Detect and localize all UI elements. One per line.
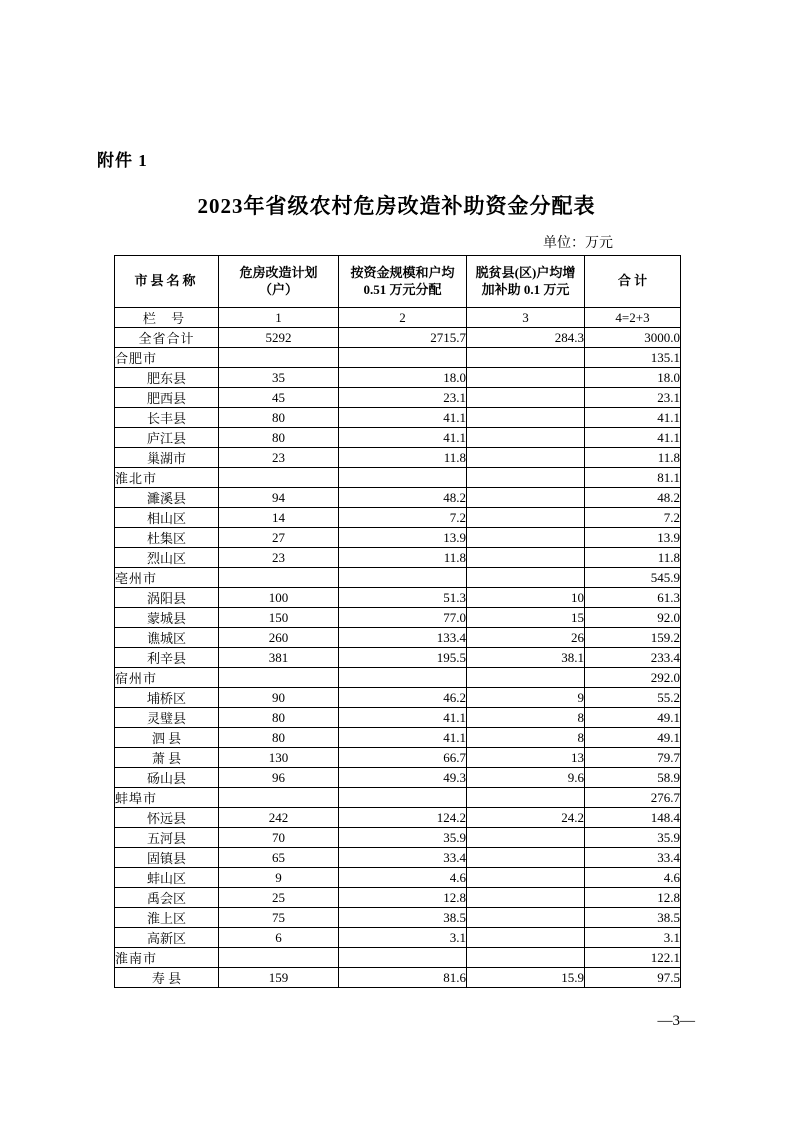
- row-plan: 35: [219, 368, 339, 388]
- table-row: [115, 388, 681, 408]
- row-county-name: 怀远县: [115, 808, 219, 828]
- row-county-name: 蒙城县: [115, 608, 219, 628]
- row-poor: 38.1: [467, 648, 585, 668]
- table-row: [115, 888, 681, 908]
- table-row: [115, 948, 681, 968]
- row-county-name: 肥西县: [115, 388, 219, 408]
- row-scale: 18.0: [339, 368, 467, 388]
- row-total: 233.4: [585, 648, 681, 668]
- row-scale: 4.6: [339, 868, 467, 888]
- row-poor: 26: [467, 628, 585, 648]
- row-county-name: 泗 县: [115, 728, 219, 748]
- table-row: [115, 668, 681, 688]
- row-poor: 9: [467, 688, 585, 708]
- row-poor: [467, 868, 585, 888]
- column-header-poor-line1: 脱贫县(区)户均增: [475, 265, 576, 281]
- row-total: 18.0: [585, 368, 681, 388]
- table-row: [115, 728, 681, 748]
- row-scale: 11.8: [339, 548, 467, 568]
- row-county-name: 寿 县: [115, 968, 219, 988]
- row-plan: 75: [219, 908, 339, 928]
- table-row: [115, 908, 681, 928]
- row-poor: [467, 528, 585, 548]
- row-scale: 77.0: [339, 608, 467, 628]
- row-scale: 12.8: [339, 888, 467, 908]
- row-scale: 13.9: [339, 528, 467, 548]
- row-plan: 130: [219, 748, 339, 768]
- row-plan: 80: [219, 728, 339, 748]
- row-total: 3.1: [585, 928, 681, 948]
- row-county-name: 蚌山区: [115, 868, 219, 888]
- row-county-name: 濉溪县: [115, 488, 219, 508]
- row-poor: [467, 848, 585, 868]
- table-row: [115, 588, 681, 608]
- row-total: 61.3: [585, 588, 681, 608]
- row-county-name: 肥东县: [115, 368, 219, 388]
- row-county-name: 利辛县: [115, 648, 219, 668]
- row-plan: 260: [219, 628, 339, 648]
- row-plan: [219, 348, 339, 368]
- row-county-name: 烈山区: [115, 548, 219, 568]
- row-county-name: 庐江县: [115, 428, 219, 448]
- row-scale: [339, 348, 467, 368]
- row-county-name: 灵璧县: [115, 708, 219, 728]
- table-row: [115, 548, 681, 568]
- row-county-name: 萧 县: [115, 748, 219, 768]
- column-header-scale-line1: 按资金规模和户均: [350, 265, 455, 281]
- column-header-name: [115, 256, 219, 308]
- row-total: 13.9: [585, 528, 681, 548]
- row-poor: 15: [467, 608, 585, 628]
- row-poor: [467, 408, 585, 428]
- row-poor: [467, 428, 585, 448]
- table-row: [115, 788, 681, 808]
- row-total: 292.0: [585, 668, 681, 688]
- row-plan: 23: [219, 448, 339, 468]
- row-plan: 27: [219, 528, 339, 548]
- row-scale: 41.1: [339, 428, 467, 448]
- table-body: [115, 308, 681, 988]
- row-poor: [467, 888, 585, 908]
- row-total: 148.4: [585, 808, 681, 828]
- table-row: [115, 408, 681, 428]
- row-total: 49.1: [585, 708, 681, 728]
- row-total: 12.8: [585, 888, 681, 908]
- row-scale: [339, 948, 467, 968]
- row-total: 7.2: [585, 508, 681, 528]
- row-scale: 41.1: [339, 728, 467, 748]
- row-poor: [467, 448, 585, 468]
- table-row: [115, 428, 681, 448]
- row-plan: 381: [219, 648, 339, 668]
- row-total: 33.4: [585, 848, 681, 868]
- row-poor: [467, 788, 585, 808]
- page-number: —3—: [657, 1013, 695, 1029]
- table-row: [115, 628, 681, 648]
- row-county-name: 杜集区: [115, 528, 219, 548]
- table-row: [115, 848, 681, 868]
- row-plan: 94: [219, 488, 339, 508]
- column-header-plan: [219, 256, 339, 308]
- row-city-name: 宿州市: [115, 668, 219, 688]
- row-city-name: 亳州市: [115, 568, 219, 588]
- row-total: 545.9: [585, 568, 681, 588]
- row-total: 92.0: [585, 608, 681, 628]
- row-plan: [219, 788, 339, 808]
- row-poor: 9.6: [467, 768, 585, 788]
- table-row: [115, 568, 681, 588]
- table-row: [115, 808, 681, 828]
- row-poor: [467, 488, 585, 508]
- row-poor: [467, 468, 585, 488]
- row-scale: 38.5: [339, 908, 467, 928]
- row-county-name: 埔桥区: [115, 688, 219, 708]
- row-total: 55.2: [585, 688, 681, 708]
- row-poor: [467, 928, 585, 948]
- column-header-poor-line2: 加补助 0.1 万元: [481, 281, 570, 297]
- row-total: 135.1: [585, 348, 681, 368]
- row-city-name: 淮南市: [115, 948, 219, 968]
- row-poor: [467, 348, 585, 368]
- row-poor: [467, 568, 585, 588]
- row-city-name: 合肥市: [115, 348, 219, 368]
- row-scale: 133.4: [339, 628, 467, 648]
- row-plan: [219, 948, 339, 968]
- row-plan: 6: [219, 928, 339, 948]
- row-poor: [467, 388, 585, 408]
- row-poor: 13: [467, 748, 585, 768]
- unit-note: 单位：万元: [543, 236, 613, 251]
- code-row-label: [115, 308, 219, 328]
- row-scale: 66.7: [339, 748, 467, 768]
- row-scale: 81.6: [339, 968, 467, 988]
- row-plan: [219, 468, 339, 488]
- row-poor: [467, 668, 585, 688]
- row-total-name: 全省合计: [115, 328, 219, 348]
- table-row: [115, 608, 681, 628]
- row-scale: 3.1: [339, 928, 467, 948]
- row-scale: 35.9: [339, 828, 467, 848]
- row-plan: 150: [219, 608, 339, 628]
- row-total: 49.1: [585, 728, 681, 748]
- code-row-c1: 1: [219, 308, 339, 328]
- row-plan: 25: [219, 888, 339, 908]
- row-plan: 70: [219, 828, 339, 848]
- code-row-c2: 2: [339, 308, 467, 328]
- row-poor: [467, 508, 585, 528]
- code-row-label-text: 栏 号: [142, 311, 191, 326]
- allocation-table: [114, 255, 681, 988]
- row-total: 11.8: [585, 548, 681, 568]
- row-total: 41.1: [585, 408, 681, 428]
- table-row: [115, 968, 681, 988]
- row-total: 4.6: [585, 868, 681, 888]
- table-row: [115, 488, 681, 508]
- column-header-scale: [339, 256, 467, 308]
- row-plan: 5292: [219, 328, 339, 348]
- row-plan: 159: [219, 968, 339, 988]
- table-row: [115, 508, 681, 528]
- attachment-label: 附件 1: [97, 151, 148, 170]
- column-header-name-label: 市县名称: [134, 273, 199, 289]
- row-total: 97.5: [585, 968, 681, 988]
- row-county-name: 高新区: [115, 928, 219, 948]
- row-county-name: 淮上区: [115, 908, 219, 928]
- row-plan: 100: [219, 588, 339, 608]
- row-plan: 242: [219, 808, 339, 828]
- row-total: 41.1: [585, 428, 681, 448]
- page-title: 2023年省级农村危房改造补助资金分配表: [197, 194, 596, 218]
- table-header: [115, 256, 681, 308]
- table-row: [115, 448, 681, 468]
- code-row-c3: 3: [467, 308, 585, 328]
- row-county-name: 相山区: [115, 508, 219, 528]
- row-poor: [467, 548, 585, 568]
- row-total: 3000.0: [585, 328, 681, 348]
- row-poor: [467, 828, 585, 848]
- row-scale: [339, 468, 467, 488]
- row-plan: 14: [219, 508, 339, 528]
- row-total: 276.7: [585, 788, 681, 808]
- table-row: [115, 868, 681, 888]
- row-county-name: 禹会区: [115, 888, 219, 908]
- row-total: 122.1: [585, 948, 681, 968]
- row-poor: [467, 368, 585, 388]
- row-poor: 10: [467, 588, 585, 608]
- table-row: [115, 748, 681, 768]
- row-scale: 46.2: [339, 688, 467, 708]
- row-plan: [219, 568, 339, 588]
- row-scale: 7.2: [339, 508, 467, 528]
- row-county-name: 长丰县: [115, 408, 219, 428]
- row-scale: [339, 788, 467, 808]
- code-row-c4: 4=2+3: [585, 308, 681, 328]
- table-row: [115, 768, 681, 788]
- column-header-total-label: 合 计: [617, 273, 648, 289]
- table-header-row: [115, 256, 681, 308]
- row-county-name: 涡阳县: [115, 588, 219, 608]
- table-row: [115, 688, 681, 708]
- row-total: 79.7: [585, 748, 681, 768]
- row-county-name: 砀山县: [115, 768, 219, 788]
- row-plan: 90: [219, 688, 339, 708]
- row-plan: 9: [219, 868, 339, 888]
- row-poor: [467, 948, 585, 968]
- row-poor: 8: [467, 708, 585, 728]
- row-scale: 48.2: [339, 488, 467, 508]
- row-scale: 51.3: [339, 588, 467, 608]
- table-row: [115, 648, 681, 668]
- row-plan: 65: [219, 848, 339, 868]
- row-poor: [467, 908, 585, 928]
- table-row: [115, 328, 681, 348]
- row-total: 58.9: [585, 768, 681, 788]
- column-header-plan-line1: 危房改造计划: [239, 265, 318, 281]
- row-poor: 284.3: [467, 328, 585, 348]
- row-county-name: 谯城区: [115, 628, 219, 648]
- row-poor: 8: [467, 728, 585, 748]
- row-total: 35.9: [585, 828, 681, 848]
- row-plan: 23: [219, 548, 339, 568]
- table-row: [115, 708, 681, 728]
- column-header-poor: [467, 256, 585, 308]
- column-header-scale-line2: 0.51 万元分配: [363, 281, 442, 297]
- column-header-plan-line2: （户）: [258, 281, 298, 297]
- row-scale: 41.1: [339, 708, 467, 728]
- row-total: 38.5: [585, 908, 681, 928]
- row-scale: 124.2: [339, 808, 467, 828]
- row-scale: [339, 568, 467, 588]
- row-city-name: 蚌埠市: [115, 788, 219, 808]
- table-row: [115, 468, 681, 488]
- column-header-total: [585, 256, 681, 308]
- row-total: 48.2: [585, 488, 681, 508]
- row-scale: 23.1: [339, 388, 467, 408]
- row-plan: 45: [219, 388, 339, 408]
- row-plan: 80: [219, 428, 339, 448]
- row-county-name: 巢湖市: [115, 448, 219, 468]
- row-total: 81.1: [585, 468, 681, 488]
- row-city-name: 淮北市: [115, 468, 219, 488]
- table-row: [115, 828, 681, 848]
- table-row: [115, 348, 681, 368]
- column-code-row: [115, 308, 681, 328]
- row-scale: 41.1: [339, 408, 467, 428]
- row-total: 11.8: [585, 448, 681, 468]
- row-plan: 80: [219, 708, 339, 728]
- table-row: [115, 528, 681, 548]
- table-row: [115, 928, 681, 948]
- row-scale: 33.4: [339, 848, 467, 868]
- row-county-name: 固镇县: [115, 848, 219, 868]
- row-county-name: 五河县: [115, 828, 219, 848]
- row-plan: 80: [219, 408, 339, 428]
- row-scale: 2715.7: [339, 328, 467, 348]
- row-scale: [339, 668, 467, 688]
- row-plan: [219, 668, 339, 688]
- row-poor: 24.2: [467, 808, 585, 828]
- row-scale: 49.3: [339, 768, 467, 788]
- row-plan: 96: [219, 768, 339, 788]
- row-total: 159.2: [585, 628, 681, 648]
- row-total: 23.1: [585, 388, 681, 408]
- row-poor: 15.9: [467, 968, 585, 988]
- row-scale: 11.8: [339, 448, 467, 468]
- row-scale: 195.5: [339, 648, 467, 668]
- table-row: [115, 368, 681, 388]
